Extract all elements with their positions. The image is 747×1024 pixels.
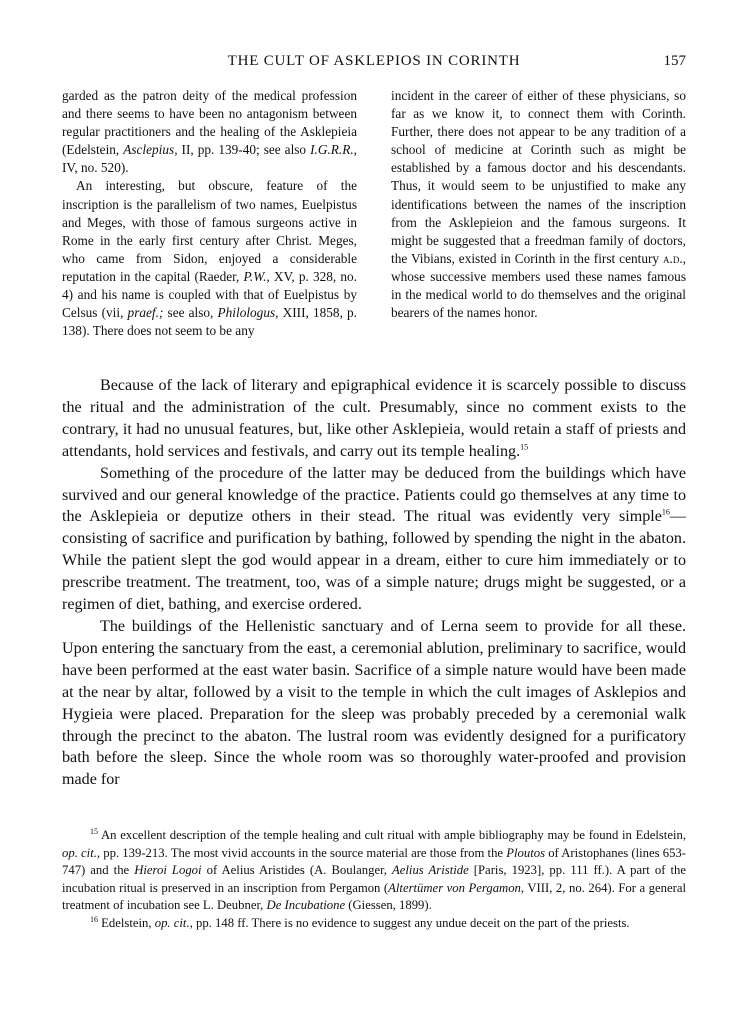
page-number: 157 — [663, 53, 686, 69]
text-run: see also, — [163, 305, 218, 321]
italic-run: op. cit., — [62, 845, 101, 860]
italic-run: Altertümer von Pergamon, — [388, 880, 525, 895]
footnotes — [62, 827, 686, 933]
text-run: (Giessen, 1899). — [345, 898, 432, 913]
left-column-paragraph-2 — [62, 177, 357, 340]
text-run: Because of the lack of literary and epigraphical evidence it is scarcely possible to discuss the ritual and the administration of the cult. Presumably, since no comment exists to the contrary, it had no unusual features, but, like other Asklepieia, would retain a staff of priests and attendants, hold services and festivals, and carry out its temple healing. — [62, 377, 686, 460]
text-run: of Aelius Aristides (A. Boulanger, — [201, 863, 393, 878]
italic-run: praef.; — [127, 305, 164, 321]
text-run: VIII, 2, no. 264). For a general treatment of incubation see L. Deubner, — [62, 880, 686, 913]
text-run: Edelstein, — [98, 915, 155, 930]
footnote-ref-15[interactable]: 15 — [520, 442, 529, 452]
text-run: IV, no. 520). — [62, 160, 129, 176]
small-caps-run: a.d., — [663, 250, 686, 266]
body-paragraph-2 — [62, 463, 686, 616]
text-run: Something of the procedure of the latter may be deduced from the buildings which have survived and our general knowledge of the practice. Patients could go themselves at any time to the Asklepieia or deputize others in their stead. The ritual was evidently very simple — [62, 464, 686, 526]
text-run: An interesting, but obscure, feature of the inscription is the parallelism of two names, Euelpistus and Meges, with those of famous surgeons active in Rome in the early first century after Christ. Meges, who came from Sidon, enjoyed a considerable reputation in the capital (Raeder, — [62, 178, 357, 284]
italic-run: Philologus, — [217, 305, 279, 321]
text-run: XV, p. 328, no. 4) and his name is coupled with that of Euelpistus by Celsus (vii, — [62, 268, 357, 321]
text-run: garded as the patron deity of the medical profession and there seems to have been no antagonism between regular practitioners and the healing of the Asklepieia (Edelstein, — [62, 88, 357, 158]
italic-run: Asclepius, — [123, 142, 178, 158]
text-run: XIII, 1858, p. 138). There does not seem to be any — [62, 305, 358, 339]
footnote-15 — [62, 827, 686, 915]
italic-run: op. cit., — [154, 915, 193, 930]
main-text — [62, 375, 686, 791]
text-run: of Aristophanes (lines 653-747) and the — [62, 845, 687, 878]
text-run: [Paris, 1923], pp. 111 ff.). A part of the incubation ritual is preserved in an inscription from Pergamon ( — [62, 863, 686, 895]
right-column — [391, 87, 686, 322]
text-run: An excellent description of the temple healing and cult ritual with ample bibliography may be found in Edelstein, — [98, 828, 686, 842]
italic-run: I.G.R.R., — [310, 142, 357, 158]
text-run: II, pp. 139-40; see also — [177, 142, 311, 158]
footnote-number: 15 — [90, 826, 98, 836]
italic-run: Hieroi Logoi — [134, 863, 202, 878]
footnote-16 — [62, 915, 686, 933]
text-run: whose successive members used these names famous in the medical world to do themselves and the original bearers of the names honor. — [391, 268, 686, 321]
italic-run: P.W., — [243, 268, 270, 284]
italic-run: Ploutos — [506, 845, 546, 860]
left-column — [62, 87, 357, 340]
footnote-number: 16 — [90, 914, 98, 924]
italic-run: De Incubatione — [266, 898, 346, 913]
body-paragraph-1 — [62, 375, 686, 463]
text-run: incident in the career of either of these physicians, so far as we know it, to connect them with Corinth. Further, there does not appear to be any tradition of a school of medicine at Corinth such as might be established by a famous doctor and his descendants. Thus, it would seem to be unjustified to make any identifications between the names of the inscription from the Asklepieion and the famous surgeons. It might be suggested that a freedman family of doctors, the Vibians, existed in Corinth in the first century — [391, 88, 686, 266]
body-paragraph-3: The buildings of the Hellenistic sanctuary and of Lerna seem to provide for all these. Upon entering the sanctuary from the east, a ceremonial ablution, preliminary to sacrifice, would have been performed at the east water basin. Sacrifice of a simple nature would have been made at the near by altar, followed by a visit to the temple in which the cult images of Asklepios and Hygieia were placed. Preparation for the sleep was probably preceded by a ceremonial walk through the precinct to the abaton. The lustral room was evidently designed for a purificatory bath before the sleep. Since the whole room was so thoroughly water-proofed and provision made for — [62, 617, 686, 789]
italic-run: Aelius Aristide — [392, 863, 469, 878]
running-title: THE CULT OF ASKLEPIOS IN CORINTH — [227, 53, 521, 69]
footnote-ref-16[interactable]: 16 — [661, 508, 670, 518]
right-column-paragraph — [391, 87, 686, 322]
text-run: —consisting of sacrifice and purification by bathing, followed by spending the night in the abaton. While the patient slept the god would appear in a dream, either to cure him immediately or to prescribe treatment. The treatment, too, was of a simple nature; drugs might be suggested, or a regimen of diet, bathing, and exercise ordered. — [62, 508, 686, 614]
left-column-paragraph-1 — [62, 87, 357, 177]
running-header — [62, 53, 686, 75]
text-run: pp. 139-213. The most vivid accounts in the source material are those from the — [100, 845, 507, 860]
text-run: pp. 148 ff. There is no evidence to suggest any undue deceit on the part of the priests. — [192, 915, 630, 930]
